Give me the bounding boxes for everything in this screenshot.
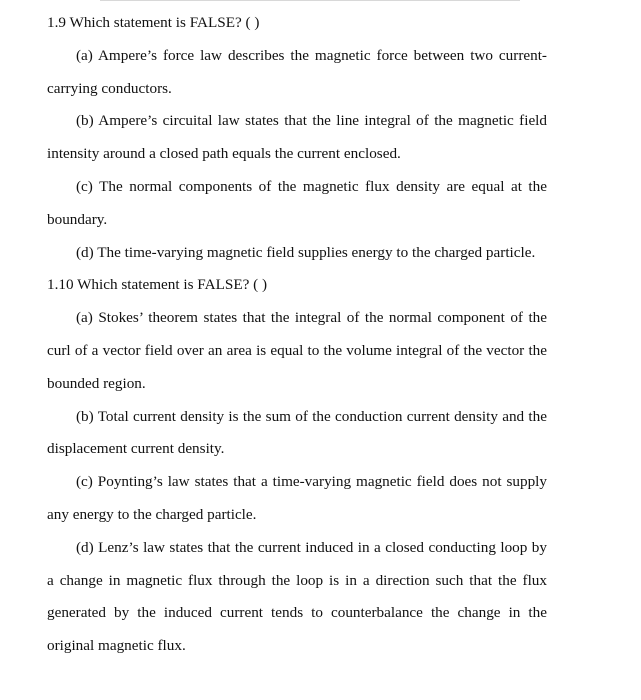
question-1-9-option-a: (a) Ampere’s force law describes the magnetic force between two current-carrying conductors. — [47, 46, 547, 97]
question-1-9-option-c: (c) The normal components of the magnetic flux density are equal at the boundary. — [47, 177, 547, 228]
question-1-9-option-d: (d) The time-varying magnetic field supplies energy to the charged particle. — [76, 243, 536, 261]
question-1-10-option-b: (b) Total current density is the sum of the conduction current density and the displacement current density. — [47, 407, 547, 458]
question-1-9-stem: 1.9 Which statement is FALSE? ( ) — [47, 14, 260, 31]
question-1-10-option-a: (a) Stokes’ theorem states that the integral of the normal component of the curl of a vector field over an area is equal to the volume integral of the vector the bounded region. — [47, 309, 547, 392]
question-1-10-option-c: (c) Poynting’s law states that a time-varying magnetic field does not supply any energy to the charged particle. — [47, 473, 547, 523]
question-1-10-stem: 1.10 Which statement is FALSE? ( ) — [47, 276, 268, 294]
document-body — [47, 7, 547, 663]
question-1-9-option-b: (b) Ampere’s circuital law states that the line integral of the magnetic field intensity around a closed path equals the current enclosed. — [47, 112, 547, 163]
question-1-10-option-d: (d) Lenz’s law states that the current induced in a closed conducting loop by a change in magnetic flux through the loop is in a direction such that the flux generated by the induced current tends to counterbalance the change in the original magnetic flux. — [47, 538, 547, 655]
top-divider — [100, 0, 520, 1]
